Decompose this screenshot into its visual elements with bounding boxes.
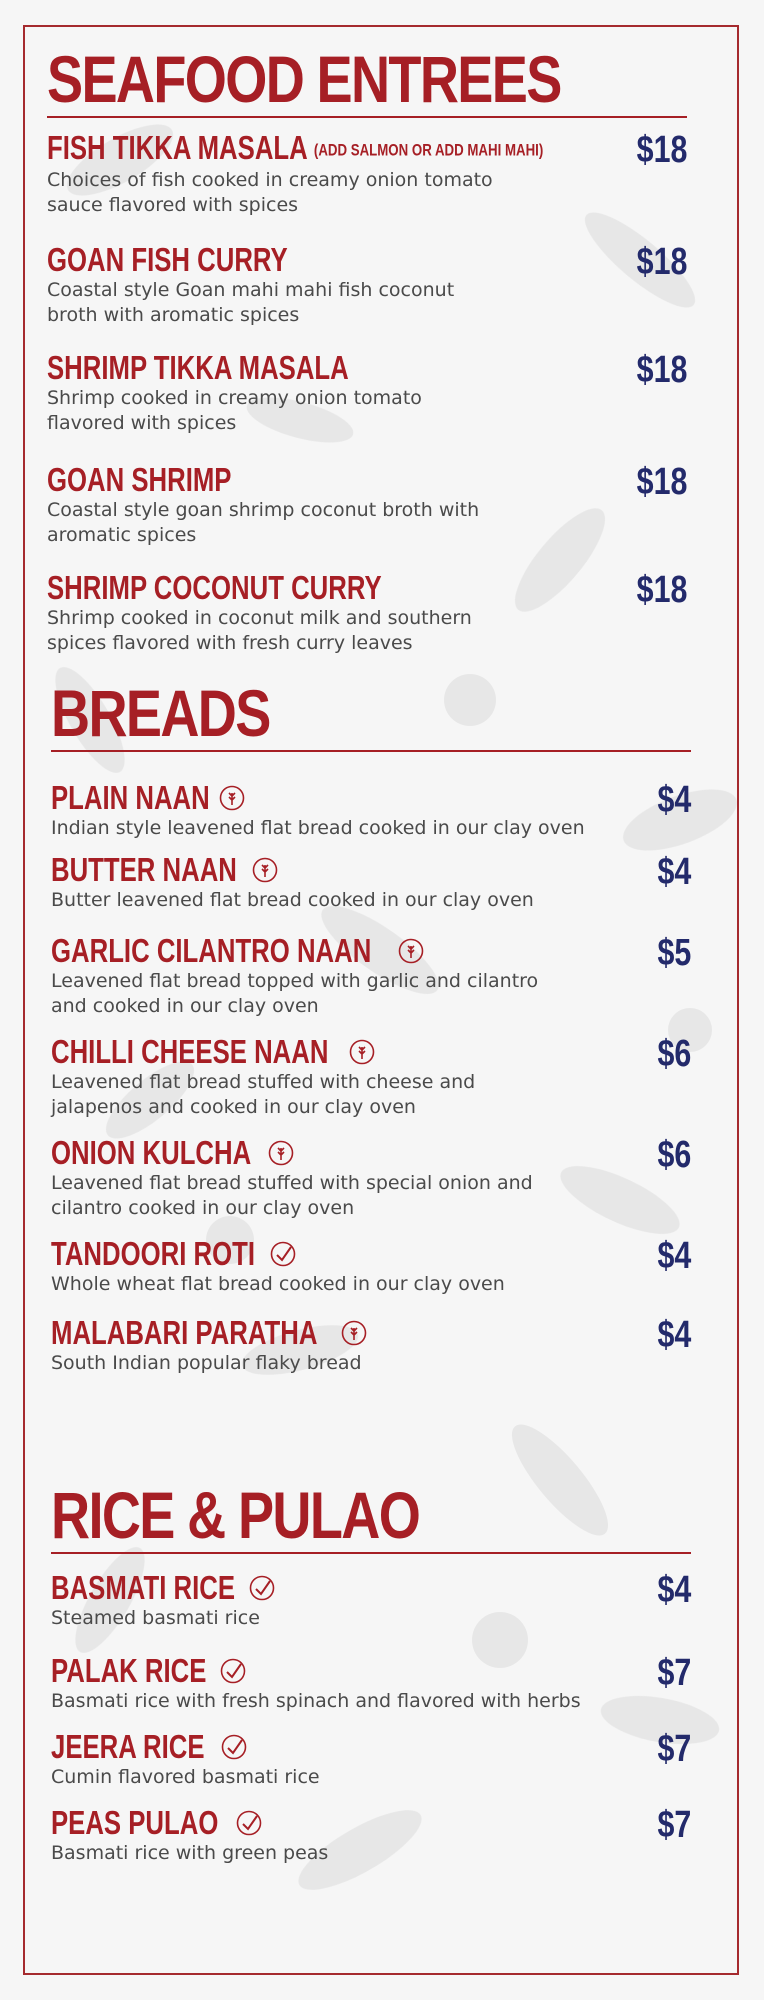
item-name: GOAN FISH CURRY: [47, 241, 288, 278]
item-name: PLAIN NAAN: [51, 779, 210, 816]
menu-item: [47, 350, 687, 436]
item-description: Basmati rice with fresh spinach and flavored with herbs: [51, 1690, 581, 1712]
item-name: GOAN SHRIMP: [47, 461, 232, 498]
item-price: $4: [657, 1235, 691, 1277]
item-price: $7: [657, 1728, 691, 1770]
item-name: PALAK RICE: [51, 1652, 207, 1689]
menu-item: [51, 1729, 691, 1790]
item-description: South Indian popular flaky bread: [51, 1352, 362, 1374]
item-name: BUTTER NAAN: [51, 851, 237, 888]
item-description: Butter leavened flat bread cooked in our clay oven: [51, 889, 534, 911]
item-price: $6: [657, 1134, 691, 1176]
menu-item: [51, 1236, 691, 1297]
item-description: Leavened flat bread stuffed with cheese and jalapenos and cooked in our clay oven: [51, 1071, 476, 1118]
vegan-icon: [249, 1575, 275, 1601]
wheat-icon: [268, 1140, 294, 1166]
vegan-icon: [270, 1241, 296, 1267]
item-name: CHILLI CHEESE NAAN: [51, 1033, 329, 1070]
menu-item: [47, 130, 687, 218]
item-description: Cumin flavored basmati rice: [51, 1766, 320, 1788]
item-description: Leavened flat bread topped with garlic and cilantro and cooked in our clay oven: [51, 970, 539, 1017]
menu-item: [51, 1315, 691, 1376]
item-price: $4: [657, 1314, 691, 1356]
rice-section: [51, 1478, 691, 1864]
section-title: BREADS: [51, 676, 270, 750]
wheat-icon: [219, 785, 245, 811]
vegan-icon: [221, 1734, 247, 1760]
menu-item: [51, 1034, 691, 1120]
menu-item: [51, 1570, 691, 1631]
item-price: $4: [657, 1569, 691, 1611]
item-name: BASMATI RICE: [51, 1569, 235, 1606]
seafood-section: [47, 42, 687, 654]
menu-item: [51, 1135, 691, 1221]
item-price: $18: [636, 129, 687, 171]
item-name: TANDOORI ROTI: [51, 1235, 256, 1272]
wheat-icon: [341, 1320, 367, 1346]
item-description: Leavened flat bread stuffed with special onion and cilantro cooked in our clay oven: [51, 1172, 533, 1219]
breads-section: [51, 676, 691, 1374]
menu-item: [51, 852, 691, 913]
item-description: Coastal style Goan mahi mahi fish coconut broth with aromatic spices: [47, 279, 455, 326]
vegan-icon: [220, 1658, 246, 1684]
item-price: $6: [657, 1033, 691, 1075]
item-description: Basmati rice with green peas: [51, 1842, 329, 1864]
section-title: RICE & PULAO: [51, 1478, 420, 1552]
menu-item: [51, 1653, 691, 1714]
item-price: $18: [636, 569, 687, 611]
wheat-icon: [398, 938, 424, 964]
item-name: SHRIMP TIKKA MASALA: [47, 349, 349, 386]
section-divider: [51, 1552, 691, 1554]
item-price: $18: [636, 241, 687, 283]
item-description: Coastal style goan shrimp coconut broth with aromatic spices: [47, 499, 480, 546]
menu-item: [47, 570, 687, 656]
item-name: JEERA RICE: [51, 1728, 205, 1765]
item-price: $18: [636, 349, 687, 391]
item-name: MALABARI PARATHA: [51, 1314, 318, 1351]
item-note: (ADD SALMON OR ADD MAHI MAHI): [313, 140, 544, 160]
section-title: SEAFOOD ENTREES: [47, 42, 561, 116]
item-price: $7: [657, 1804, 691, 1846]
item-price: $18: [636, 461, 687, 503]
section-divider: [47, 116, 687, 118]
section-divider: [51, 750, 691, 752]
wheat-icon: [252, 857, 278, 883]
item-description: Shrimp cooked in creamy onion tomato flavored with spices: [47, 387, 422, 434]
item-price: $4: [657, 851, 691, 893]
vegan-icon: [236, 1810, 262, 1836]
item-description: Shrimp cooked in coconut milk and southern spices flavored with fresh curry leaves: [47, 607, 472, 654]
item-price: $4: [657, 779, 691, 821]
item-name: PEAS PULAO: [51, 1804, 219, 1841]
item-name: GARLIC CILANTRO NAAN: [51, 932, 372, 969]
item-name: ONION KULCHA: [51, 1134, 252, 1171]
item-name: SHRIMP COCONUT CURRY: [47, 569, 382, 606]
menu-item: [47, 462, 687, 548]
menu-item: [51, 780, 691, 841]
menu-item: [47, 242, 687, 328]
wheat-icon: [349, 1039, 375, 1065]
item-description: Whole wheat flat bread cooked in our clay oven: [51, 1273, 505, 1295]
item-price: $5: [657, 932, 691, 974]
menu-item: [51, 933, 691, 1019]
item-description: Choices of fish cooked in creamy onion tomato sauce flavored with spices: [47, 169, 493, 217]
item-price: $7: [657, 1652, 691, 1694]
menu-item: [51, 1805, 691, 1866]
item-description: Steamed basmati rice: [51, 1607, 260, 1629]
item-description: Indian style leavened flat bread cooked in our clay oven: [51, 817, 585, 839]
item-name: FISH TIKKA MASALA (ADD SALMON OR ADD MAHI MAHI): [47, 129, 544, 166]
